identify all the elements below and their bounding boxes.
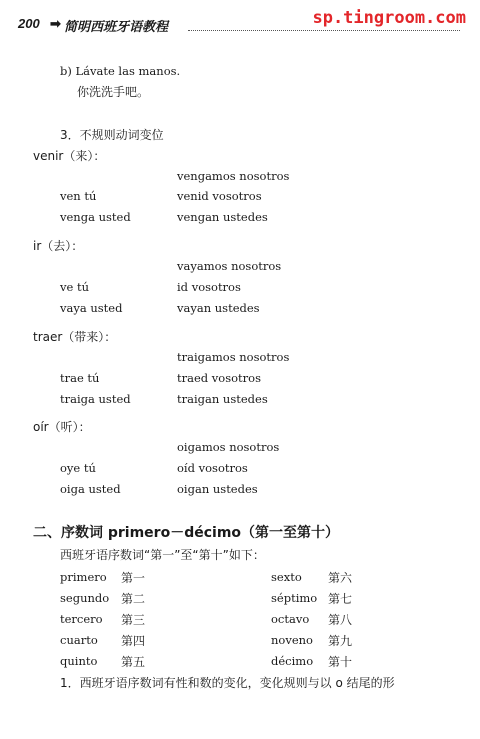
verb-form-vosotros: id vosotros (177, 280, 241, 294)
ordinal-zh: 第十 (328, 655, 353, 669)
verb-form-tu: ve tú (60, 280, 89, 294)
ordinal-es: primero (60, 570, 107, 584)
ordinal-es: décimo (271, 654, 314, 668)
example-b-spanish: b) Lávate las manos. (60, 64, 181, 78)
header-rule (188, 30, 460, 31)
ordinal-zh: 第五 (121, 655, 146, 669)
verb-form-tu: ven tú (60, 189, 97, 203)
ordinal-es: noveno (271, 633, 313, 647)
verb-form-nosotros: vayamos nosotros (177, 259, 282, 273)
verb-form-nosotros: traigamos nosotros (177, 350, 290, 364)
verb-form-tu: oye tú (60, 461, 96, 475)
verb-name: venir（来）： (33, 149, 106, 163)
verb-form-ustedes: traigan ustedes (177, 392, 268, 406)
verb-form-vosotros: oíd vosotros (177, 461, 248, 475)
verb-form-vosotros: traed vosotros (177, 371, 261, 385)
ordinal-es: cuarto (60, 633, 98, 647)
arrow-icon: ➡ (50, 16, 61, 31)
verb-form-usted: venga usted (60, 210, 131, 224)
ordinal-es: octavo (271, 612, 310, 626)
irregular-verbs-title: 3．不规则动词变位 (60, 128, 164, 142)
verb-form-nosotros: oigamos nosotros (177, 440, 280, 454)
ordinal-zh: 第七 (328, 592, 353, 606)
ordinal-es: quinto (60, 654, 98, 668)
verb-form-vosotros: venid vosotros (177, 189, 262, 203)
ordinal-zh: 第三 (121, 613, 146, 627)
book-title: 简明西班牙语教程 (64, 20, 169, 35)
verb-form-ustedes: oigan ustedes (177, 482, 258, 496)
ordinal-zh: 第九 (328, 634, 353, 648)
ordinal-note: 1．西班牙语序数词有性和数的变化，变化规则与以 o 结尾的形 (60, 676, 395, 690)
ordinal-zh: 第八 (328, 613, 353, 627)
section-intro: 西班牙语序数词“第一”至“第十”如下： (60, 548, 265, 562)
verb-form-ustedes: vengan ustedes (177, 210, 268, 224)
ordinal-es: séptimo (271, 591, 318, 605)
section-title: 二、序数词 primero－décimo（第一至第十） (33, 525, 340, 541)
verb-name: traer（带来）： (33, 330, 117, 344)
ordinal-zh: 第四 (121, 634, 146, 648)
ordinal-zh: 第一 (121, 571, 146, 585)
ordinal-es: sexto (271, 570, 302, 584)
verb-form-ustedes: vayan ustedes (177, 301, 260, 315)
verb-name: ir（去）： (33, 239, 84, 253)
ordinal-es: tercero (60, 612, 103, 626)
verb-name: oír（听）： (33, 420, 91, 434)
ordinal-es: segundo (60, 591, 110, 605)
verb-form-usted: traiga usted (60, 392, 131, 406)
ordinal-zh: 第六 (328, 571, 353, 585)
verb-form-tu: trae tú (60, 371, 100, 385)
verb-form-usted: oiga usted (60, 482, 121, 496)
verb-form-usted: vaya usted (60, 301, 123, 315)
example-b-chinese: 你洗洗手吧。 (77, 85, 150, 99)
ordinal-zh: 第二 (121, 592, 146, 606)
site-watermark[interactable]: sp.tingroom.com (312, 8, 466, 28)
page-number: 200 (18, 16, 40, 31)
verb-form-nosotros: vengamos nosotros (177, 169, 290, 183)
